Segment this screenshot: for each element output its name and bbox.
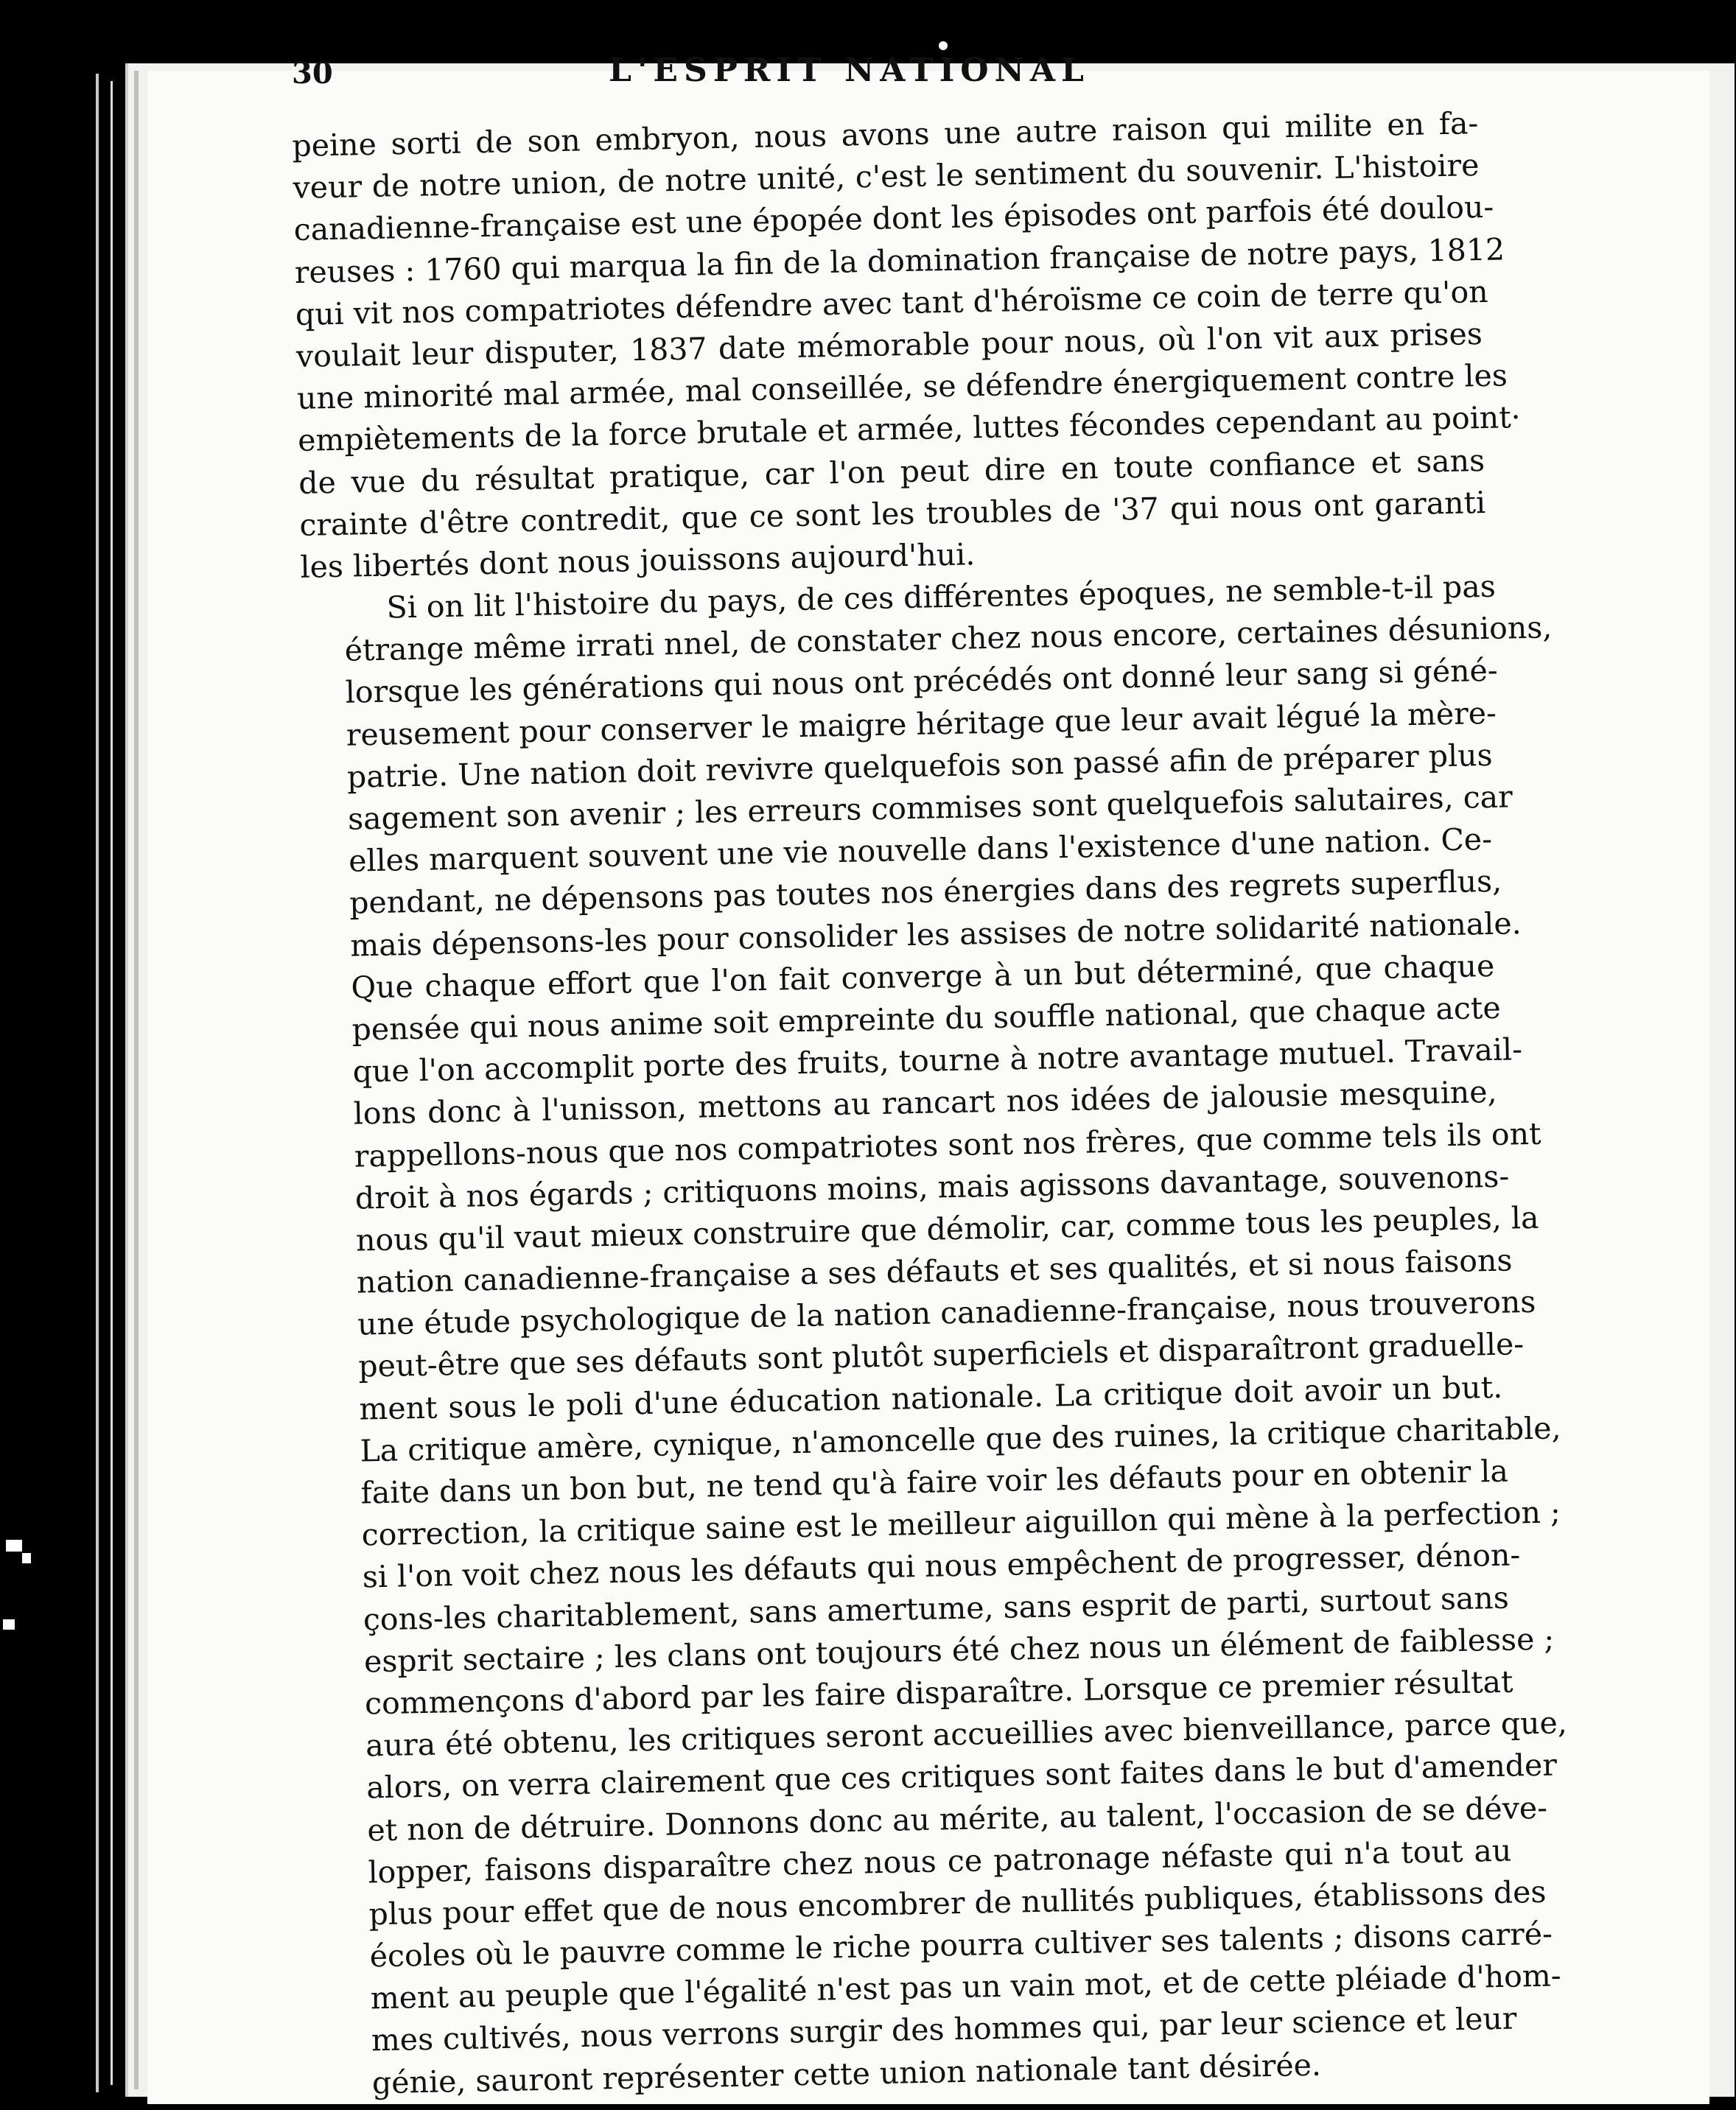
- text-line: nous qu'il vaut mieux construire que démolir, car, comme tous les peuples, la: [355, 1199, 1539, 1258]
- text-line: une minorité mal armée, mal conseillée, se défendre énergiquement contre les: [296, 357, 1508, 417]
- text-line: elles marquent souvent une vie nouvelle dans l'existence d'une nation. Ce-: [348, 821, 1493, 879]
- text-line: lorsque les générations qui nous ont précédés ont donné leur sang si géné-: [345, 653, 1499, 711]
- text-line: ment sous le poli d'une éducation nationale. La critique doit avoir un but.: [359, 1369, 1503, 1427]
- text-line: reusement pour conserver le maigre héritage que leur avait légué la mère-: [346, 695, 1497, 753]
- text-line: esprit sectaire ; les clans ont toujours été chez nous un élément de faiblesse ;: [363, 1621, 1555, 1680]
- paragraph: [301, 566, 1568, 2105]
- text-line: génie, sauront représenter cette union nationale tant désirée.: [371, 2047, 1322, 2101]
- running-title: L'ESPRIT NATIONAL: [609, 52, 1090, 89]
- text-line: une étude psychologique de la nation canadienne-française, nous trouverons: [357, 1284, 1536, 1342]
- text-line: patrie. Une nation doit revivre quelquefois son passé afin de préparer plus: [346, 737, 1494, 795]
- scan-speck: [939, 41, 948, 50]
- text-line: reuses : 1760 qui marqua la fin de la domination française de notre pays, 1812: [294, 231, 1505, 290]
- text-line: étrange même irrati nnel, de constater chez nous encore, certaines désunions,: [344, 609, 1553, 669]
- text-line: mes cultivés, nous verrons surgir des hommes qui, par leur science et leur: [371, 2001, 1517, 2058]
- text-line: alors, on verra clairement que ces critiques sont faites dans le but d'amender: [365, 1747, 1558, 1806]
- scan-speck: [3, 1619, 15, 1630]
- text-line: rappellons-nous que nos compatriotes sont nos frères, que comme tels ils ont: [354, 1115, 1541, 1174]
- text-line: plus pour effet que de nous encombrer de nullités publiques, établissons des: [368, 1874, 1547, 1932]
- text-line: Que chaque effort que l'on fait converge à un but déterminé, que chaque: [351, 947, 1495, 1006]
- text-line: ment au peuple que l'égalité n'est pas un vain mot, et de cette pléiade d'hom-: [370, 1957, 1561, 2016]
- text-line: veur de notre union, de notre unité, c'est le sentiment du souvenir. L'histoire: [293, 147, 1480, 206]
- text-line: peine sorti de son embryon, nous avons une autre raison qui milite en fa-: [292, 105, 1479, 164]
- text-line: les libertés dont nous jouissons aujourd'hui.: [300, 536, 976, 585]
- text-line: çons-les charitablement, sans amertume, sans esprit de parti, surtout sans: [363, 1580, 1510, 1638]
- text-line: empiètements de la force brutale et armée, luttes fécondes cependant au point·: [297, 399, 1522, 459]
- text-line: mais dépensons-les pour consolider les assises de notre solidarité nationale.: [349, 905, 1522, 964]
- page-edge-line: [96, 74, 99, 2092]
- text-line: La critique amère, cynique, n'amoncelle que des ruines, la critique charitable,: [360, 1410, 1561, 1469]
- text-line: commençons d'abord par les faire disparaître. Lorsque ce premier résultat: [364, 1664, 1513, 1722]
- page-number: 30: [292, 56, 333, 91]
- text-line: nation canadienne-française a ses défauts et ses qualités, et si nous faisons: [356, 1242, 1513, 1300]
- text-line: lopper, faisons disparaître chez nous ce patronage néfaste qui n'a tout au: [368, 1832, 1512, 1890]
- text-line: correction, la critique saine est le meilleur aiguillon qui mène à la perfection ;: [361, 1494, 1561, 1553]
- text-line: droit à nos égards ; critiquons moins, mais agissons davantage, souvenons-: [354, 1158, 1510, 1216]
- text-line: de vue du résultat pratique, car l'on peut dire en toute confiance et sans: [298, 442, 1485, 501]
- text-line: sagement son avenir ; les erreurs commises sont quelquefois salutaires, car: [347, 779, 1513, 837]
- text-line: lons donc à l'unisson, mettons au rancart nos idées de jalousie mesquine,: [353, 1074, 1497, 1132]
- paragraph: [292, 102, 1522, 589]
- text-line: aura été obtenu, les critiques seront accueillies avec bienveillance, parce que,: [365, 1705, 1568, 1764]
- text-line: si l'on voit chez nous les défauts qui nous empêchent de progresser, dénon-: [362, 1537, 1521, 1595]
- text-line: crainte d'être contredit, que ce sont les troubles de '37 qui nous ont garanti: [298, 484, 1486, 543]
- text-line: pendant, ne dépensons pas toutes nos énergies dans des regrets superflus,: [349, 863, 1502, 922]
- body-text: [292, 102, 1568, 2105]
- page-edge-line: [111, 81, 113, 2085]
- text-line: pensée qui nous anime soit empreinte du souffle national, que chaque acte: [351, 989, 1502, 1048]
- scan-speck: [22, 1553, 31, 1563]
- text-line: peut-être que ses défauts sont plutôt superficiels et disparaîtront graduelle-: [357, 1326, 1525, 1385]
- text-line: Si on lit l'histoire du pays, de ces différentes époques, ne semble-t-il pas: [386, 568, 1497, 625]
- text-line: que l'on accomplit porte des fruits, tourne à notre avantage mutuel. Travail-: [352, 1031, 1523, 1090]
- text-line: et non de détruire. Donnons donc au mérite, au talent, l'occasion de se déve-: [366, 1790, 1548, 1848]
- scan-speck: [6, 1540, 22, 1552]
- text-line: écoles où le pauvre comme le riche pourra cultiver ses talents ; disons carré-: [369, 1916, 1553, 1974]
- page-header: [292, 52, 1323, 111]
- text-line: voulait leur disputer, 1837 date mémorable pour nous, où l'on vit aux prises: [295, 315, 1483, 374]
- text-line: qui vit nos compatriotes défendre avec tant d'héroïsme ce coin de terre qu'on: [295, 273, 1488, 332]
- text-line: canadienne-française est une épopée dont les épisodes ont parfois été doulou-: [293, 189, 1494, 248]
- text-line: faite dans un bon but, ne tend qu'à faire voir les défauts pour en obtenir la: [360, 1453, 1509, 1511]
